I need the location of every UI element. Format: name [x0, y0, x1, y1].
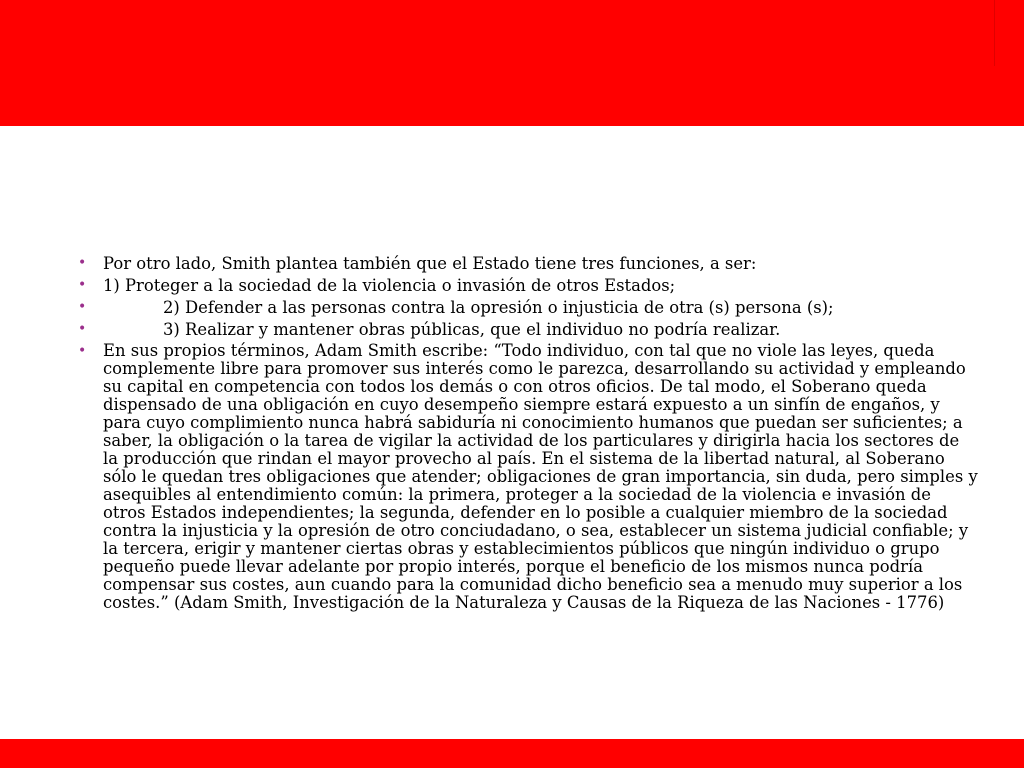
bullet-dot-icon: • [78, 321, 87, 337]
bullet-item [78, 254, 978, 273]
bullet-dot-icon: • [78, 255, 87, 271]
top-band-divider [994, 0, 995, 66]
top-red-band [0, 0, 1024, 126]
bullet-text: Por otro lado, Smith plantea también que el Estado tiene tres funciones, a ser: [103, 254, 757, 273]
bullet-dot-icon: • [78, 299, 87, 315]
bullet-item [78, 298, 978, 317]
bullet-item [78, 342, 978, 612]
bottom-red-band [0, 739, 1024, 768]
bullet-dot-icon: • [78, 277, 87, 293]
quote-text: En sus propios términos, Adam Smith escribe: “Todo individuo, con tal que no viole las leyes, queda complemente libre para promover sus interés como le parezca, desarrollando su actividad y empleando su capital en competencia con todos los demás o con otros oficios. De tal modo, el Soberano queda dispensado de una obligación en cuyo desempeño siempre estará expuesto a un sinfín de engaños, y para cuyo complimiento nunca habrá sabiduría ni conocimiento humanos que puedan ser suficientes; a saber, la obligación o la tarea de vigilar la actividad de los particulares y dirigirla hacia los sectores de la producción que rindan el mayor provecho al país. En el sistema de la libertad natural, al Soberano sólo le quedan tres obligaciones que atender; obligaciones de gran importancia, sin duda, pero simples y asequibles al entendimiento común: la primera, proteger a la sociedad de la violencia e invasión de otros Estados independientes; la segunda, defender en lo posible a cualquier miembro de la sociedad contra la injusticia y la opresión de otro conciudadano, o sea, establecer un sistema judicial confiable; y la tercera, erigir y mantener ciertas obras y establecimientos públicos que ningún individuo o grupo pequeño puede llevar adelante por propio interés, porque el beneficio de los mismos nunca podría compensar sus costes, aun cuando para la comunidad dicho beneficio sea a menudo muy superior a los costes.” (Adam Smith, Investigación de la Naturaleza y Causas de la Riqueza de las Naciones - 1776) [103, 341, 978, 612]
bullet-text: 3) Realizar y mantener obras públicas, que el individuo no podría realizar. [163, 320, 781, 339]
bullet-dot-icon: • [78, 343, 87, 359]
bullet-list [78, 254, 978, 612]
slide-content [78, 254, 978, 615]
bullet-text: 1) Proteger a la sociedad de la violencia o invasión de otros Estados; [103, 276, 676, 295]
bullet-item [78, 320, 978, 339]
bullet-text: 2) Defender a las personas contra la opresión o injusticia de otra (s) persona (s); [163, 298, 834, 317]
bullet-item [78, 276, 978, 295]
